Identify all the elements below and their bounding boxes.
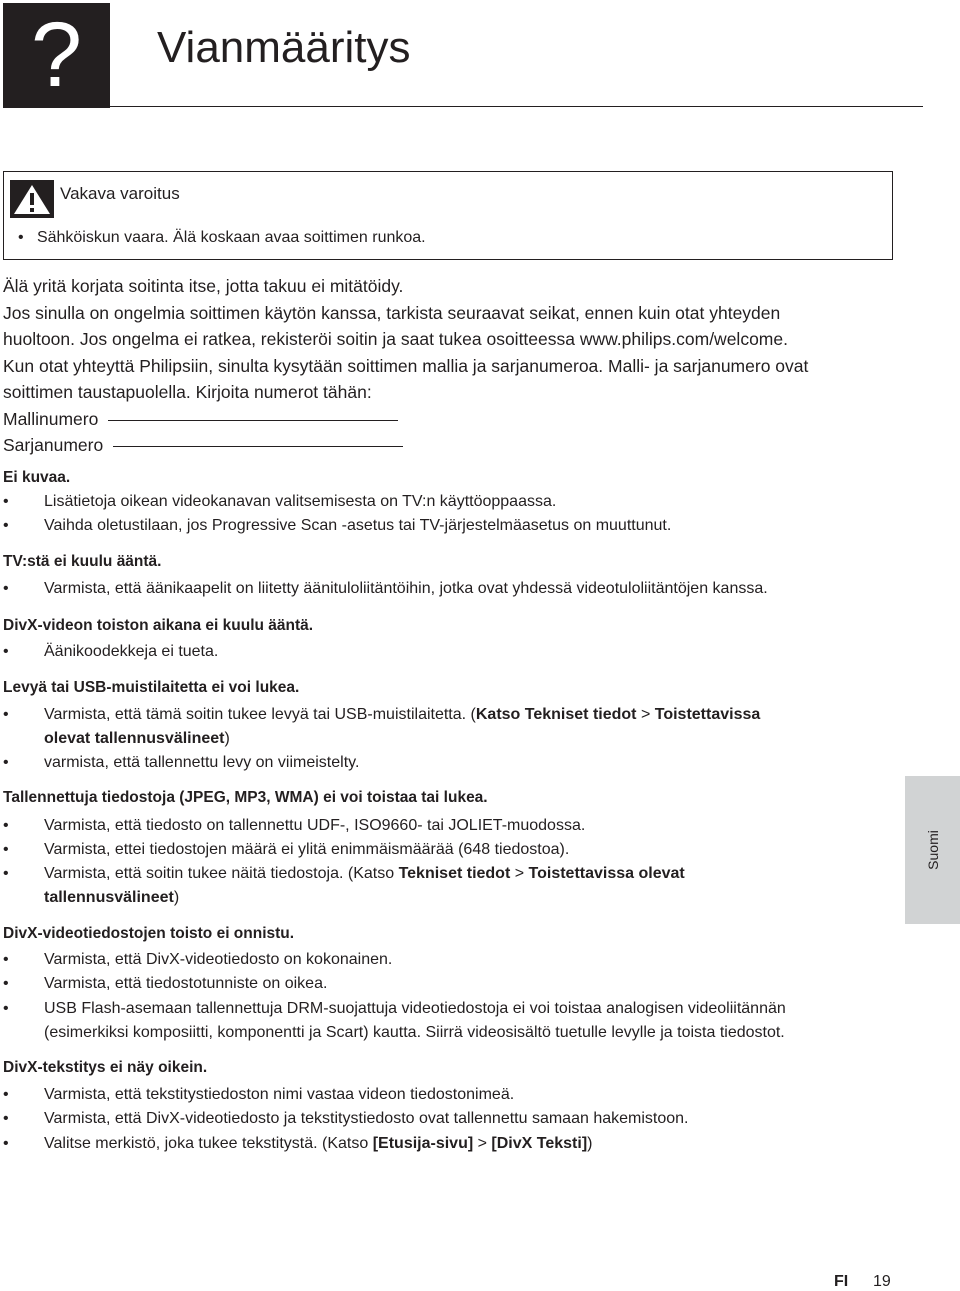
list-item-text: olevat tallennusvälineet) <box>44 730 230 747</box>
bullet-icon: • <box>3 975 9 992</box>
list-item-text: Valitse merkistö, joka tukee tekstitystä. (Katso [Etusija-sivu] > [DivX Teksti]) <box>44 1135 593 1152</box>
bullet-icon: • <box>3 817 9 834</box>
bullet-icon: • <box>3 1110 9 1127</box>
model-number-blank <box>108 419 398 421</box>
list-item-text: Vaihda oletustilaan, jos Progressive Scan -asetus tai TV-järjestelmäasetus on muuttunut. <box>44 517 672 534</box>
side-tab-label: Suomi <box>924 830 941 870</box>
warning-box <box>3 171 893 260</box>
list-item-text: Varmista, että DivX-videotiedosto ja tekstitystiedosto ovat tallennettu samaan hakemistoon. <box>44 1110 689 1127</box>
serial-number-row <box>3 432 903 459</box>
bullet-icon: • <box>3 643 9 660</box>
list-item-text: tallennusvälineet) <box>44 889 180 906</box>
list-item-text: Varmista, että DivX-videotiedosto on kokonainen. <box>44 951 393 968</box>
list-item-text: Varmista, että tiedosto on tallennettu UDF-, ISO9660- tai JOLIET-muodossa. <box>44 817 586 834</box>
intro-paragraph <box>3 273 903 459</box>
section-heading: TV:stä ei kuulu ääntä. <box>3 553 162 570</box>
warning-triangle-icon <box>10 180 54 218</box>
warning-item: • Sähköiskun vaara. Älä koskaan avaa soittimen runkoa. <box>18 229 426 246</box>
list-item-text: Varmista, että äänikaapelit on liitetty äänituloliitäntöihin, jotka ovat yhdessä videotuloliitäntöjen kanssa. <box>44 580 768 597</box>
language-side-tab <box>905 776 960 924</box>
header-divider <box>3 106 923 107</box>
model-number-label: Mallinumero <box>3 408 99 429</box>
section-heading: Tallennettuja tiedostoja (JPEG, MP3, WMA) ei voi toistaa tai lukea. <box>3 789 488 806</box>
page-number: 19 <box>873 1273 891 1290</box>
list-item-text: (esimerkiksi komposiitti, komponentti ja Scart) kautta. Siirrä videosisältö tuetulle levylle ja toista tiedostot. <box>44 1024 785 1041</box>
bullet-icon: • <box>3 493 9 510</box>
chapter-icon-box <box>3 3 110 108</box>
serial-number-blank <box>113 445 403 447</box>
list-item-text: Varmista, että tiedostotunniste on oikea. <box>44 975 328 992</box>
section-heading: DivX-videon toiston aikana ei kuulu ääntä. <box>3 617 314 634</box>
intro-line: huoltoon. Jos ongelma ei ratkea, rekisteröi soitin ja saat tukea osoitteessa www.philips.com/welcome. <box>3 329 788 349</box>
bullet-icon: • <box>3 580 9 597</box>
footer-language: FI <box>834 1273 849 1290</box>
bullet-icon: • <box>3 754 9 771</box>
model-number-row <box>3 406 903 433</box>
intro-line: Jos sinulla on ongelmia soittimen käytön kanssa, tarkista seuraavat seikat, ennen kuin otat yhteyden <box>3 302 781 323</box>
intro-line: soittimen taustapuolella. Kirjoita numerot tähän: <box>3 382 372 402</box>
bullet-icon: • <box>3 517 9 534</box>
bullet-icon: • <box>3 1000 9 1017</box>
list-item-text: Varmista, että soitin tukee näitä tiedostoja. (Katso Tekniset tiedot > Toistettavissa olevat <box>44 865 685 882</box>
list-item-text: Varmista, ettei tiedostojen määrä ei ylitä enimmäismäärää (648 tiedostoa). <box>44 841 570 858</box>
bullet-icon: • <box>3 1086 9 1103</box>
list-item-text: Lisätietoja oikean videokanavan valitsemisesta on TV:n käyttöoppaassa. <box>44 493 557 510</box>
intro-line: Kun otat yhteyttä Philipsiin, sinulta kysytään soittimen mallia ja sarjanumeroa. Malli- ja sarjanumero ovat <box>3 355 809 376</box>
serial-number-label: Sarjanumero <box>3 435 104 455</box>
section-heading: Levyä tai USB-muistilaitetta ei voi lukea. <box>3 679 300 696</box>
bullet-icon: • <box>3 951 9 968</box>
bullet-icon: • <box>3 865 9 882</box>
page-title: Vianmääritys <box>157 23 411 72</box>
intro-line: Älä yritä korjata soitinta itse, jotta takuu ei mitätöidy. <box>3 276 404 296</box>
question-mark-icon: ? <box>30 4 83 106</box>
list-item-text: USB Flash-asemaan tallennettuja DRM-suojattuja videotiedostoja ei voi toistaa analogisen videoliitännän <box>44 1000 786 1017</box>
section-heading: DivX-tekstitys ei näy oikein. <box>3 1059 208 1076</box>
list-item-text: varmista, että tallennettu levy on viimeistelty. <box>44 754 360 771</box>
bullet-icon: • <box>3 841 9 858</box>
warning-title: Vakava varoitus <box>60 184 180 203</box>
list-item-text: Varmista, että tekstitystiedoston nimi vastaa videon tiedostonimeä. <box>44 1086 515 1103</box>
list-item-text: Äänikoodekkeja ei tueta. <box>44 643 219 660</box>
section-heading: DivX-videotiedostojen toisto ei onnistu. <box>3 925 295 942</box>
section-heading: Ei kuvaa. <box>3 469 71 486</box>
bullet-icon: • <box>3 1135 9 1152</box>
bullet-icon: • <box>3 706 9 723</box>
list-item-text: Varmista, että tämä soitin tukee levyä tai USB-muistilaitetta. (Katso Tekniset tiedot > Toistettavissa <box>44 706 761 723</box>
